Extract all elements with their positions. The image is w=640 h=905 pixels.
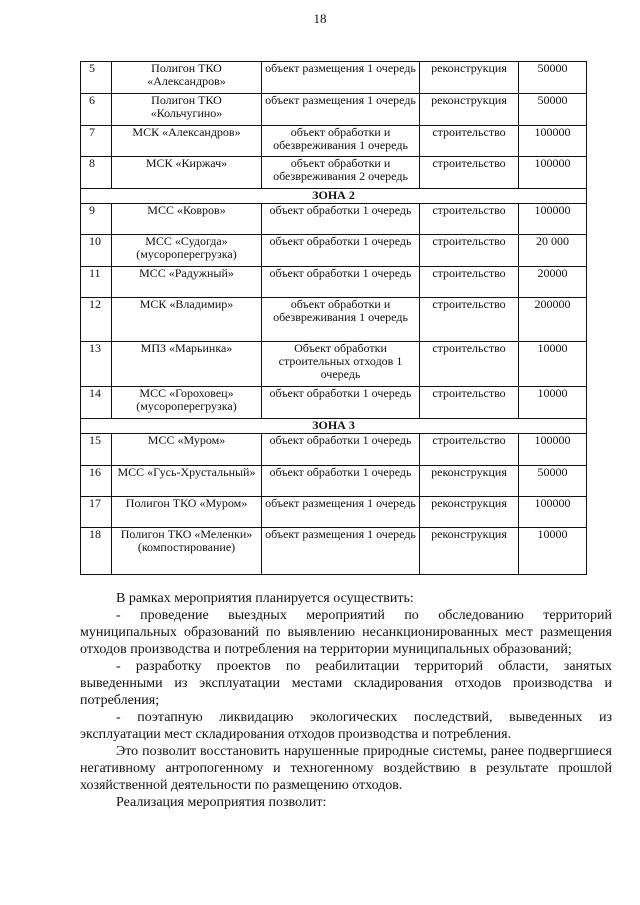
work-type: строительство [420, 342, 519, 387]
facility-name: Полигон ТКО «Кольчугино» [112, 94, 262, 126]
object-type: объект обработки и обезвреживания 2 очередь [262, 157, 420, 189]
facilities-table [80, 61, 587, 575]
zone-header-row [81, 419, 587, 434]
paragraph-item-1: - проведение выездных мероприятий по обследованию территорий муниципальных образований по выявлению несанкционированных мест размещения отходов производства и потребления на территории муниципальных образований; [80, 608, 612, 657]
capacity: 200000 [519, 298, 587, 342]
table-row [81, 387, 587, 419]
object-type: объект обработки 1 очередь [262, 387, 420, 419]
work-type: строительство [420, 387, 519, 419]
row-number: 8 [81, 157, 112, 189]
facility-name: МСС «Гороховец» (мусороперегрузка) [112, 387, 262, 419]
work-type: реконструкция [420, 528, 519, 575]
facility-name: МСС «Муром» [112, 434, 262, 466]
work-type: строительство [420, 157, 519, 189]
facility-name: МСК «Александров» [112, 126, 262, 157]
paragraph-conclusion: Реализация мероприятия позволит: [116, 795, 327, 810]
facility-name: МСС «Ковров» [112, 204, 262, 235]
capacity: 50000 [519, 94, 587, 126]
object-type: объект размещения 1 очередь [262, 62, 420, 94]
zone-header-row [81, 189, 587, 204]
work-type: строительство [420, 267, 519, 298]
facility-name: МСК «Киржач» [112, 157, 262, 189]
facility-name: МСК «Владимир» [112, 298, 262, 342]
object-type: объект обработки и обезвреживания 1 очередь [262, 298, 420, 342]
capacity: 10000 [519, 528, 587, 575]
row-number: 9 [81, 204, 112, 235]
table-row [81, 126, 587, 157]
capacity: 100000 [519, 157, 587, 189]
facility-name: МСС «Судогда» (мусороперегрузка) [112, 235, 262, 267]
capacity: 100000 [519, 126, 587, 157]
row-number: 14 [81, 387, 112, 419]
table-row [81, 235, 587, 267]
paragraph-result: Это позволит восстановить нарушенные природные системы, ранее подвергшиеся негативному антропогенному и техногенному воздействию в результате прошлой хозяйственной деятельности по размещению отходов. [80, 744, 612, 793]
capacity: 100000 [519, 497, 587, 528]
table-row [81, 62, 587, 94]
zone-label: ЗОНА 2 [81, 189, 587, 204]
row-number: 11 [81, 267, 112, 298]
row-number: 18 [81, 528, 112, 575]
table-row [81, 497, 587, 528]
object-type: объект обработки 1 очередь [262, 434, 420, 466]
capacity: 100000 [519, 204, 587, 235]
object-type: объект обработки 1 очередь [262, 235, 420, 267]
paragraph-item-3: - поэтапную ликвидацию экологических последствий, выведенных из эксплуатации мест складирования отходов производства и потребления. [80, 710, 612, 742]
facility-name: Полигон ТКО «Меленки» (компостирование) [112, 528, 262, 575]
table-row [81, 434, 587, 466]
work-type: строительство [420, 235, 519, 267]
facility-name: МПЗ «Марьинка» [112, 342, 262, 387]
work-type: реконструкция [420, 466, 519, 497]
object-type: объект обработки и обезвреживания 1 очередь [262, 126, 420, 157]
object-type: объект размещения 1 очередь [262, 497, 420, 528]
page-number: 18 [313, 11, 327, 26]
table-row [81, 466, 587, 497]
table-row [81, 157, 587, 189]
work-type: реконструкция [420, 94, 519, 126]
paragraph-intro: В рамках мероприятия планируется осуществить: [116, 591, 414, 606]
paragraph-item-2: - разработку проектов по реабилитации территорий области, занятых выведенными из эксплуатации местами складирования отходов производства и потребления; [80, 659, 612, 708]
row-number: 12 [81, 298, 112, 342]
row-number: 7 [81, 126, 112, 157]
capacity: 10000 [519, 342, 587, 387]
table-row [81, 204, 587, 235]
zone-label: ЗОНА 3 [81, 419, 587, 434]
table-row [81, 298, 587, 342]
facility-name: МСС «Радужный» [112, 267, 262, 298]
work-type: реконструкция [420, 497, 519, 528]
capacity: 100000 [519, 434, 587, 466]
work-type: реконструкция [420, 62, 519, 94]
object-type: объект обработки 1 очередь [262, 466, 420, 497]
table-row [81, 342, 587, 387]
body-text [80, 590, 612, 811]
row-number: 17 [81, 497, 112, 528]
object-type: объект размещения 1 очередь [262, 528, 420, 575]
object-type: Объект обработки строительных отходов 1 очередь [262, 342, 420, 387]
capacity: 20000 [519, 267, 587, 298]
work-type: строительство [420, 298, 519, 342]
row-number: 6 [81, 94, 112, 126]
capacity: 20 000 [519, 235, 587, 267]
row-number: 15 [81, 434, 112, 466]
object-type: объект размещения 1 очередь [262, 94, 420, 126]
work-type: строительство [420, 126, 519, 157]
table-row [81, 528, 587, 575]
capacity: 50000 [519, 62, 587, 94]
facility-name: МСС «Гусь-Хрустальный» [112, 466, 262, 497]
work-type: строительство [420, 434, 519, 466]
capacity: 50000 [519, 466, 587, 497]
object-type: объект обработки 1 очередь [262, 204, 420, 235]
capacity: 10000 [519, 387, 587, 419]
table-row [81, 267, 587, 298]
table-row [81, 94, 587, 126]
object-type: объект обработки 1 очередь [262, 267, 420, 298]
row-number: 10 [81, 235, 112, 267]
facility-name: Полигон ТКО «Муром» [112, 497, 262, 528]
work-type: строительство [420, 204, 519, 235]
row-number: 13 [81, 342, 112, 387]
row-number: 16 [81, 466, 112, 497]
row-number: 5 [81, 62, 112, 94]
facility-name: Полигон ТКО «Александров» [112, 62, 262, 94]
